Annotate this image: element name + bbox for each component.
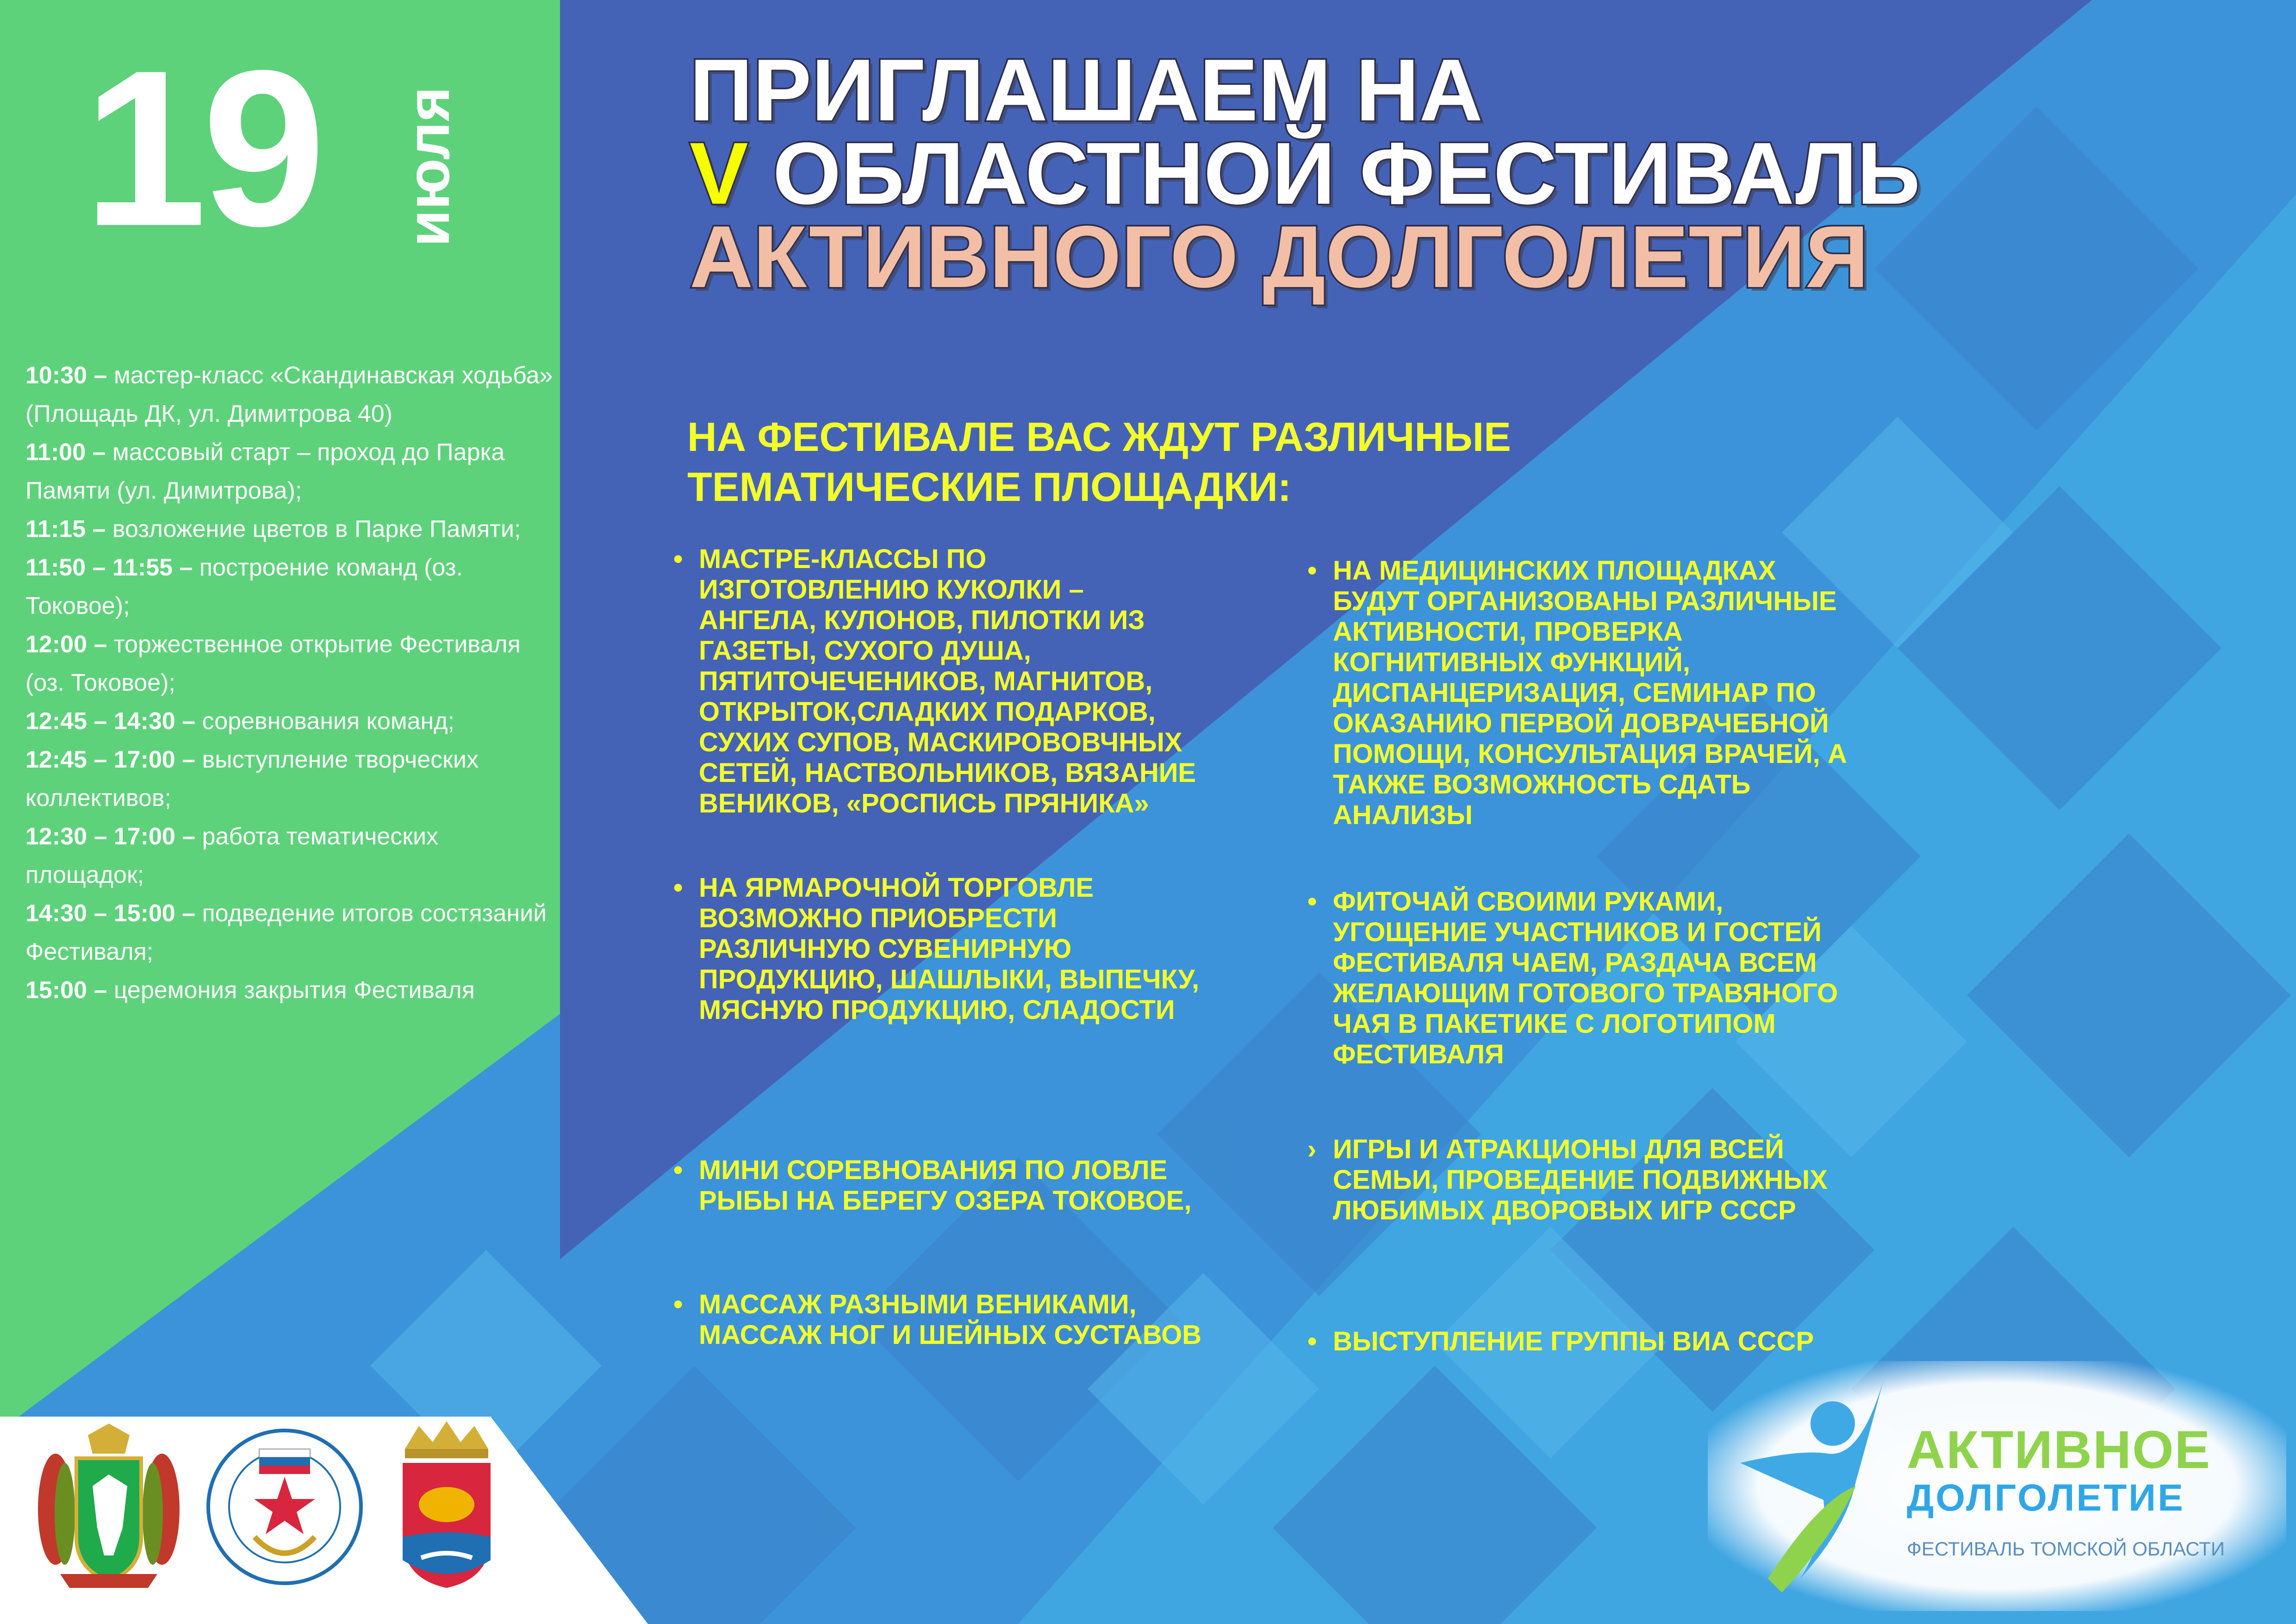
activity-block bbox=[1307, 1326, 1863, 1357]
schedule-time: 14:30 – 15:00 – bbox=[25, 900, 196, 927]
schedule-text: выступление творческих коллективов; bbox=[25, 746, 479, 812]
schedule-time: 15:00 – bbox=[25, 977, 107, 1004]
person-head-icon bbox=[1811, 1401, 1855, 1446]
city-coat-of-arms-icon bbox=[393, 1421, 500, 1593]
title-line-2 bbox=[690, 125, 1920, 223]
schedule-text: мастер-класс «Скандинавская ходьба» (Площадь ДК, ул. Димитрова 40) bbox=[25, 362, 553, 427]
schedule-time: 12:45 – 17:00 – bbox=[25, 746, 196, 773]
title-line-2-text: ОБЛАСТНОЙ ФЕСТИВАЛЬ bbox=[772, 125, 1920, 223]
activity-item: • ФИТОЧАЙ СВОИМИ РУКАМИ, УГОЩЕНИЕ УЧАСТНИКОВ И ГОСТЕЙ ФЕСТИВАЛЯ ЧАЕМ, РАЗДАЧА ВСЕМ ЖЕЛАЮЩИМ ГОТОВОГО ТРАВЯНОГО ЧАЯ В ПАКЕТИКЕ С ЛОГОТИПОМ ФЕСТИВАЛЯ bbox=[1307, 887, 1863, 1070]
activities-heading: НА ФЕСТИВАЛЕ ВАС ЖДУТ РАЗЛИЧНЫЕ ТЕМАТИЧЕСКИЕ ПЛОЩАДКИ: bbox=[687, 414, 1511, 510]
schedule-time: 12:45 – 14:30 – bbox=[25, 708, 196, 735]
schedule-time: 12:30 – 17:00 – bbox=[25, 823, 196, 850]
schedule-item bbox=[25, 549, 562, 625]
schedule-item bbox=[25, 741, 562, 818]
schedule-text: возложение цветов в Парке Памяти; bbox=[112, 516, 521, 543]
schedule-text: церемония закрытия Фестиваля bbox=[113, 977, 475, 1004]
activity-item: • ВЫСТУПЛЕНИЕ ГРУППЫ ВИА СССР bbox=[1307, 1326, 1863, 1357]
schedule-text: работа тематических площадок; bbox=[25, 823, 438, 888]
veterans-organization-emblem bbox=[206, 1421, 363, 1593]
title-roman-numeral: V bbox=[690, 125, 748, 223]
activity-item: • НА МЕДИЦИНСКИХ ПЛОЩАДКАХ БУДУТ ОРГАНИЗОВАНЫ РАЗЛИЧНЫЕ АКТИВНОСТИ, ПРОВЕРКА КОГНИТИВНЫХ ФУНКЦИЙ, ДИСПАНЦЕРИЗАЦИЯ, СЕМИНАР ПО ОКАЗАНИЮ ПЕРВОЙ ДОВРАЧЕБНОЙ ПОМОЩИ, КОНСУЛЬТАЦИЯ ВРАЧЕЙ, А ТАКЖЕ ВОЗМОЖНОСТЬ СДАТЬ АНАЛИЗЫ bbox=[1307, 556, 1863, 831]
schedule-item bbox=[25, 433, 562, 510]
activity-item: • МАССАЖ РАЗНЫМИ ВЕНИКАМИ, МАССАЖ НОГ И ШЕЙНЫХ СУСТАВОВ bbox=[673, 1289, 1206, 1350]
activity-block bbox=[673, 544, 1206, 819]
schedule-item bbox=[25, 510, 562, 549]
schedule-text: построение команд (оз. Токовое); bbox=[25, 554, 463, 619]
schedule-item bbox=[25, 356, 562, 433]
date-day: 19 bbox=[83, 24, 321, 272]
schedule-time: 12:00 – bbox=[25, 631, 107, 658]
schedule-item bbox=[25, 702, 562, 741]
title-line-3: АКТИВНОГО ДОЛГОЛЕТИЯ bbox=[690, 208, 1869, 306]
activity-block bbox=[673, 873, 1206, 1025]
schedule-text: массовый старт – проход до Парка Памяти (ул. Димитрова); bbox=[25, 439, 505, 504]
festival-logo-line-1: АКТИВНОЕ bbox=[1907, 1420, 2211, 1480]
activity-item: • МИНИ СОРЕВНОВАНИЯ ПО ЛОВЛЕ РЫБЫ НА БЕРЕГУ ОЗЕРА ТОКОВОЕ, bbox=[673, 1155, 1206, 1216]
activity-block bbox=[673, 1155, 1206, 1216]
activity-item: › ИГРЫ И АТРАКЦИОНЫ ДЛЯ ВСЕЙ СЕМЬИ, ПРОВЕДЕНИЕ ПОДВИЖНЫХ ЛЮБИМЫХ ДВОРОВЫХ ИГР СССР bbox=[1307, 1134, 1840, 1226]
activity-block bbox=[1307, 1134, 1840, 1226]
schedule-time: 10:30 – bbox=[25, 362, 107, 389]
schedule-list bbox=[25, 356, 562, 1010]
schedule-time: 11:50 – 11:55 – bbox=[25, 554, 193, 581]
emblems-row bbox=[28, 1421, 509, 1597]
coat-of-arms-icon bbox=[32, 1421, 185, 1593]
tomsk-region-emblem bbox=[32, 1421, 185, 1593]
schedule-time: 11:15 – bbox=[25, 516, 106, 543]
date-month: июля bbox=[394, 86, 462, 247]
schedule-text: торжественное открытие Фестиваля (оз. Токовое); bbox=[25, 631, 521, 696]
schedule-item bbox=[25, 894, 562, 971]
date-month-box bbox=[394, 65, 462, 269]
schedule-item bbox=[25, 971, 562, 1010]
schedule-text: соревнования команд; bbox=[202, 708, 455, 735]
veterans-seal-icon bbox=[206, 1421, 363, 1593]
schedule-item bbox=[25, 625, 562, 702]
schedule-text: подведение итогов состязаний Фестиваля; bbox=[25, 900, 547, 965]
schedule-item bbox=[25, 818, 562, 894]
activity-item: • НА ЯРМАРОЧНОЙ ТОРГОВЛЕ ВОЗМОЖНО ПРИОБРЕСТИ РАЗЛИЧНУЮ СУВЕНИРНУЮ ПРОДУКЦИЮ, ШАШЛЫКИ, ВЫПЕЧКУ, МЯСНУЮ ПРОДУКЦИЮ, СЛАДОСТИ bbox=[673, 873, 1206, 1025]
activity-block bbox=[1307, 887, 1863, 1070]
festival-logo-line-3: ФЕСТИВАЛЬ ТОМСКОЙ ОБЛАСТИ bbox=[1907, 1538, 2225, 1560]
activity-block bbox=[673, 1289, 1206, 1350]
title-line-1: ПРИГЛАШАЕМ НА bbox=[690, 41, 1483, 139]
city-emblem bbox=[393, 1421, 500, 1593]
activity-item: • МАСТРЕ-КЛАССЫ ПО ИЗГОТОВЛЕНИЮ КУКОЛКИ – АНГЕЛА, КУЛОНОВ, ПИЛОТКИ ИЗ ГАЗЕТЫ, СУХОГО ДУША, ПЯТИТОЧЕЧЕНИКОВ, МАГНИТОВ, ОТКРЫТОК,СЛАДКИХ ПОДАРКОВ, СУХИХ СУПОВ, МАСКИРОВОВЧНЫХ СЕТЕЙ, НАСТВОЛЬНИКОВ, ВЯЗАНИЕ ВЕНИКОВ, «РОСПИСЬ ПРЯНИКА» bbox=[673, 544, 1206, 819]
schedule-time: 11:00 – bbox=[25, 439, 106, 466]
festival-logo-line-2: ДОЛГОЛЕТИЕ bbox=[1907, 1477, 2185, 1519]
activity-block bbox=[1307, 556, 1863, 831]
